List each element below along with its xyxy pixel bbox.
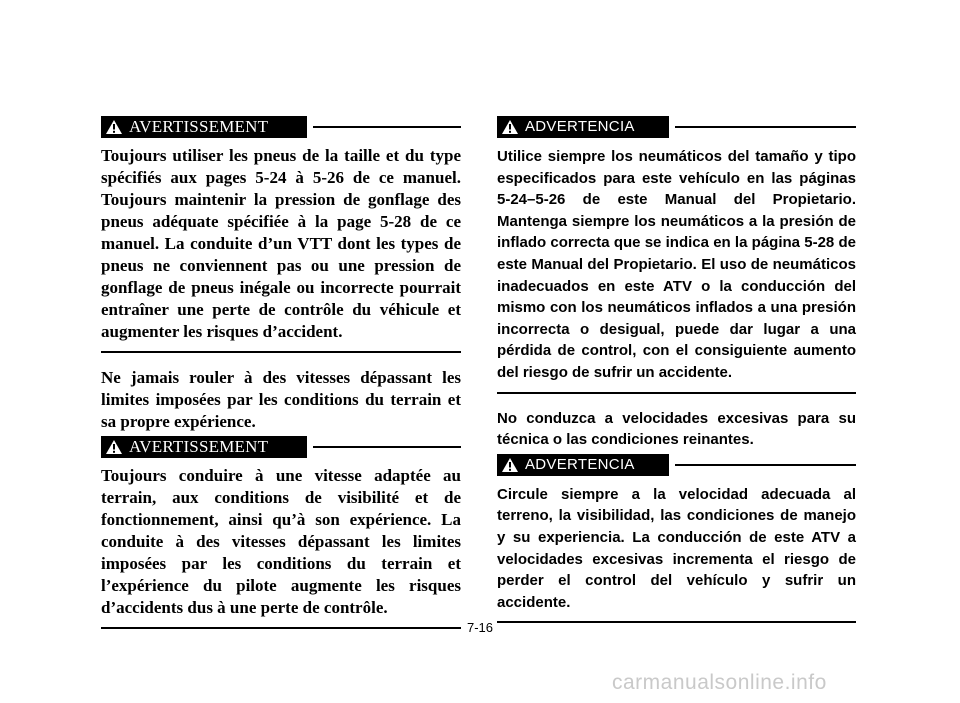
left-column-french: [101, 113, 461, 629]
warning-triangle-icon: [105, 439, 123, 455]
warning-text: Circule siempre a la velocidad adecuada al terreno, la visibilidad, las condiciones de manejo y su experiencia. La conducción de este ATV a velocidades excesivas incrementa el riesgo de perder el control del vehículo y sufrir un accidente.: [497, 485, 856, 611]
warning-badge-label: AVERTISSEMENT: [129, 437, 269, 456]
warning-badge: [497, 454, 669, 476]
warning-text: Toujours utiliser les pneus de la taille et du type spécifiés aux pages 5-24 à 5-26 de ce manuel. Toujours maintenir la pression de gonflage des pneus adéquate spécifiée à la page 5-28 de ce manuel. La conduite d’un VTT dont les types de pneus ne conviennent pas ou une pression de gonflage de pneus inégale ou incorrecte pourrait entraîner une perte de contrôle du véhicule et augmenter les risques d’accident.: [101, 146, 461, 341]
header-rule: [313, 126, 461, 128]
body-paragraph: [101, 367, 461, 433]
warning-header: [497, 113, 856, 141]
watermark: carmanualsonline.info: [612, 671, 827, 694]
warning-badge: [101, 436, 307, 458]
header-rule: [675, 464, 856, 466]
warning-end-rule: [497, 392, 856, 394]
page-number: 7-16: [466, 620, 494, 635]
right-column-spanish: [497, 113, 856, 623]
warning-triangle-icon: [501, 457, 519, 473]
header-rule: [313, 446, 461, 448]
paragraph-text: Ne jamais rouler à des vitesses dépassant les limites imposées par les conditions du terrain et sa propre expérience.: [101, 368, 461, 431]
warning-triangle-icon: [105, 119, 123, 135]
warning-header: [497, 451, 856, 479]
warning-header: [101, 433, 461, 461]
warning-header: [101, 113, 461, 141]
warning-badge: [101, 116, 307, 138]
warning-badge-label: AVERTISSEMENT: [129, 117, 269, 136]
warning-text: Toujours conduire à une vitesse adaptée au terrain, aux conditions de visibilité et de fonctionnement, ainsi qu’à son expérience. La conduite à des vitesses dépassant les limites imposées par les conditions du terrain et l’expérience du pilote augmente les risques d’accidents dus à une perte de contrôle.: [101, 466, 461, 617]
warning-end-rule: [101, 351, 461, 353]
warning-triangle-icon: [501, 119, 519, 135]
warning-badge-label: ADVERTENCIA: [525, 455, 635, 473]
warning-badge-label: ADVERTENCIA: [525, 118, 635, 135]
paragraph-text: No conduzca a velocidades excesivas para su técnica o las condiciones reinantes.: [497, 409, 856, 449]
header-rule: [675, 126, 856, 128]
warning-badge: [497, 116, 669, 138]
body-paragraph: [497, 408, 856, 451]
warning-text: Utilice siempre los neumáticos del tamaño y tipo especificados para este vehículo en las páginas 5-24–5-26 de este Manual del Propietario. Mantenga siempre los neumáticos a la presión de inflado correcta que se indica en la página 5-28 de este Manual del Propietario. El uso de neumáticos inadecuados en este ATV o la conducción del mismo con los neumáticos inflados a una presión incorrecta o desigual, puede dar lugar a una pérdida de control, con el consiguiente aumento del riesgo de sufrir un accidente.: [497, 148, 856, 381]
